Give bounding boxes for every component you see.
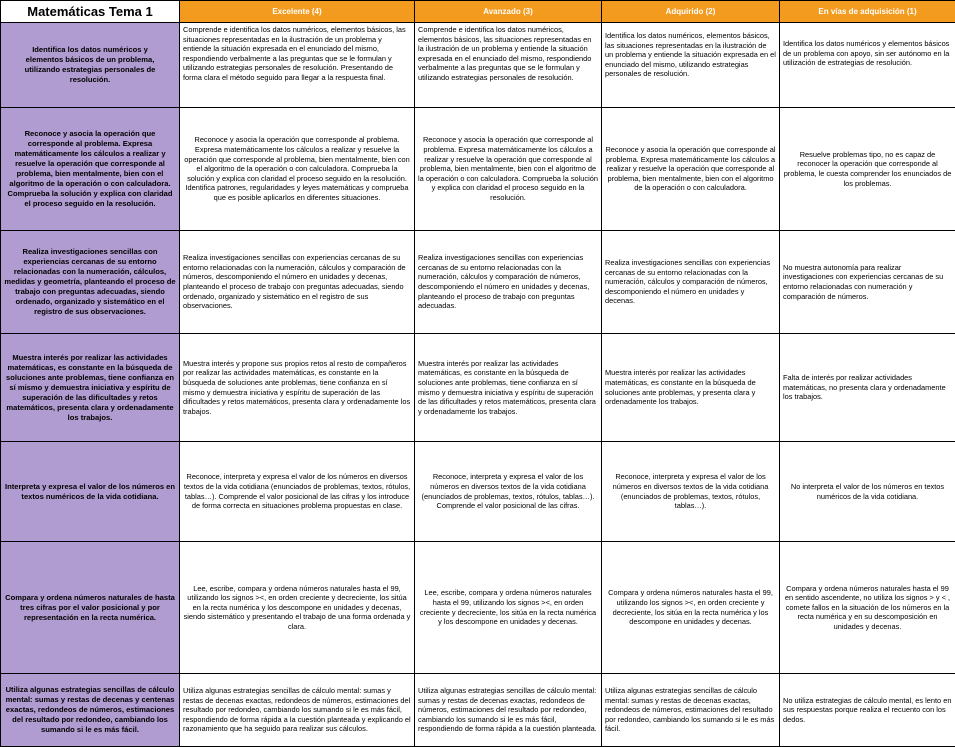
- table-row: [1, 334, 955, 442]
- level-cell: Utiliza algunas estrategias sencillas de cálculo mental: sumas y restas de decenas exactas, redondeos de números, estimaciones del resultado por redondeo, cambiando los sumando si le es más fácil.: [602, 674, 780, 747]
- level-cell: Realiza investigaciones sencillas con experiencias cercanas de su entorno relacionadas con la numeración, cálculos y comparación de números, descomponiendo el número en unidades y decenas, planteando el proceso de trabajo con preguntas adecuadas, siendo ordenado, organizado y sistemático en el registro de sus observaciones.: [180, 231, 415, 334]
- criterion-cell: Reconoce y asocia la operación que corresponde al problema. Expresa matemáticamente los cálculos a realizar y resuelve la operación que corresponde al problema, bien mentalmente, bien con el algoritmo de la operación o con calculadora. Comprueba la solución y explica con claridad el proceso seguido en la resolución.: [1, 108, 180, 231]
- criterion-cell: Interpreta y expresa el valor de los números en textos numéricos de la vida cotidiana.: [1, 442, 180, 542]
- table-row: [1, 231, 955, 334]
- table-row: [1, 108, 955, 231]
- header-excelente: Excelente (4): [180, 1, 415, 23]
- level-cell: Reconoce y asocia la operación que corresponde al problema. Expresa matemáticamente los cálculos a realizar y resuelve la operación que corresponde al problema, bien mentalmente, bien con el algoritmo de la operación o con calculadora. Comprueba la solución y explica con claridad el proceso seguido en la resolución. Identifica patrones, regularidades y leyes matemáticas y comprueba que es posible aplicarlos en diferentes situaciones.: [180, 108, 415, 231]
- header-adquirido: Adquirido (2): [602, 1, 780, 23]
- criterion-cell: Utiliza algunas estrategias sencillas de cálculo mental: sumas y restas de decenas y centenas exactas, redondeos de números, estimaciones del resultado por redondeo, cambiando los sumando si le es más fácil.: [1, 674, 180, 747]
- table-row: [1, 23, 955, 108]
- criterion-cell: Realiza investigaciones sencillas con experiencias cercanas de su entorno relacionadas con la numeración, cálculos, medidas y geometría, planteando el proceso de trabajo con preguntas adecuadas, siendo ordenado, organizado y sistemático en el registro de sus observaciones.: [1, 231, 180, 334]
- level-cell: Utiliza algunas estrategias sencillas de cálculo mental: sumas y restas de decenas exactas, redondeos de números, estimaciones del resultado por redondeo, cambiando los sumando si le es más fácil, respondiendo de forma rápida a la cuestión planteada y explicando el razonamiento que ha seguido para realizar sus cálculos.: [180, 674, 415, 747]
- table-row: [1, 442, 955, 542]
- header-row: [1, 1, 955, 23]
- table-row: [1, 674, 955, 747]
- level-cell: Reconoce, interpreta y expresa el valor de los números en diversos textos de la vida cotidiana (enunciados de problemas, textos, rótulos, tablas…).: [602, 442, 780, 542]
- level-cell: Compara y ordena números naturales hasta el 99, utilizando los signos ><, en orden creciente y decreciente, los sitúa en la recta numérica y los descompone en unidades y decenas.: [602, 542, 780, 674]
- level-cell: Falta de interés por realizar actividades matemáticas, no presenta clara y ordenadamente los trabajos.: [780, 334, 955, 442]
- level-cell: Muestra interés y propone sus propios retos al resto de compañeros por realizar las actividades matemáticas, es constante en la búsqueda de soluciones ante problemas, tiene confianza en sí mismo y demuestra iniciativa y espíritu de superación de las dificultades y retos matemáticos, presenta clara y ordenadamente los trabajos.: [180, 334, 415, 442]
- table-row: [1, 542, 955, 674]
- level-cell: Reconoce, interpreta y expresa el valor de los números en diversos textos de la vida cotidiana (enunciados de problemas, textos, rótulos, tablas…). Comprende el valor posicional de las cifras.: [415, 442, 602, 542]
- level-cell: Muestra interés por realizar las actividades matemáticas, es constante en la búsqueda de soluciones ante problemas, y presenta clara y ordenadamente los trabajos.: [602, 334, 780, 442]
- header-avanzado: Avanzado (3): [415, 1, 602, 23]
- criterion-cell: Compara y ordena números naturales de hasta tres cifras por el valor posicional y por representación en la recta numérica.: [1, 542, 180, 674]
- level-cell: Reconoce, interpreta y expresa el valor de los números en diversos textos de la vida cotidiana (enunciados de problemas, textos, rótulos, tablas…). Comprende el valor posicional de las cifras y los introduce de forma correcta en situaciones problema propuestas en clase.: [180, 442, 415, 542]
- level-cell: Comprende e identifica los datos numéricos, elementos básicos, las situaciones representadas en la ilustración de un problema y entiende la situación expresada en el enunciado del mismo, respondiendo verbalmente a las preguntas que se le formulan y utilizando estrategias personales de resolución. Presentando de forma clara el método seguido para llegar a la respuesta final.: [180, 23, 415, 108]
- level-cell: Realiza investigaciones sencillas con experiencias cercanas de su entorno relacionadas con la numeración, cálculos y comparación de números, descomponiendo el número en unidades y decenas.: [602, 231, 780, 334]
- level-cell: Muestra interés por realizar las actividades matemáticas, es constante en la búsqueda de soluciones ante problemas, tiene confianza en sí mismo y demuestra iniciativa y espíritu de superación de las dificultades y retos matemáticos, presenta clara y ordenadamente los trabajos.: [415, 334, 602, 442]
- level-cell: Realiza investigaciones sencillas con experiencias cercanas de su entorno relacionadas con la numeración, cálculos y comparación de números, descomponiendo el número en unidades y decenas, planteando el proceso de trabajo con preguntas adecuadas.: [415, 231, 602, 334]
- criterion-cell: Muestra interés por realizar las actividades matemáticas, es constante en la búsqueda de soluciones ante problemas, tiene confianza en sí mismo y demuestra iniciativa y espíritu de superación de las dificultades y retos matemáticos, presenta clara y ordenadamente los trabajos.: [1, 334, 180, 442]
- rubric-title: Matemáticas Tema 1: [1, 1, 180, 23]
- header-en-vias: En vías de adquisición (1): [780, 1, 955, 23]
- level-cell: No muestra autonomía para realizar investigaciones con experiencias cercanas de su entorno relacionadas con numeración y comparación de números.: [780, 231, 955, 334]
- level-cell: Reconoce y asocia la operación que corresponde al problema. Expresa matemáticamente los cálculos a realizar y resuelve la operación que corresponde al problema, bien mentalmente, bien con el algoritmo de la operación o con calculadora. Comprueba la solución y explica con claridad el proceso seguido en la resolución.: [415, 108, 602, 231]
- level-cell: Comprende e identifica los datos numéricos, elementos básicos, las situaciones representadas en la ilustración de un problema y entiende la situación expresada en el enunciado del mismo, respondiendo verbalmente a las preguntas que se le formulan y utilizando estrategias personales de resolución.: [415, 23, 602, 108]
- level-cell: Compara y ordena números naturales hasta el 99 en sentido ascendente, no utiliza los signos > y < , comete fallos en la situación de los números en la recta numérica y en su descomposición en unidades y decenas.: [780, 542, 955, 674]
- level-cell: Lee, escribe, compara y ordena números naturales hasta el 99, utilizando los signos ><, en orden creciente y decreciente, los sitúa en la recta numérica y los descompone en unidades y decenas, siendo sistemático y presentando el trabajo de una forma ordenada y clara.: [180, 542, 415, 674]
- level-cell: No interpreta el valor de los números en textos numéricos de la vida cotidiana.: [780, 442, 955, 542]
- level-cell: Utiliza algunas estrategias sencillas de cálculo mental: sumas y restas de decenas exactas, redondeos de números, estimaciones del resultado por redondeo, cambiando los sumando si le es más fácil, respondiendo de forma rápida a la cuestión planteada.: [415, 674, 602, 747]
- level-cell: Resuelve problemas tipo, no es capaz de reconocer la operación que corresponde al problema, le cuesta comprender los enunciados de los problemas.: [780, 108, 955, 231]
- level-cell: Lee, escribe, compara y ordena números naturales hasta el 99, utilizando los signos ><, en orden creciente y decreciente, los sitúa en la recta numérica y los descompone en unidades y decenas.: [415, 542, 602, 674]
- level-cell: Identifica los datos numéricos y elementos básicos de un problema con apoyo, sin ser autónomo en la utilización de estrategias de resolución.: [780, 23, 955, 108]
- level-cell: Reconoce y asocia la operación que corresponde al problema. Expresa matemáticamente los cálculos a realizar y resuelve la operación que corresponde al problema, bien mentalmente, bien con el algoritmo de la operación o con calculadora.: [602, 108, 780, 231]
- criterion-cell: Identifica los datos numéricos y elementos básicos de un problema, utilizando estrategias personales de resolución.: [1, 23, 180, 108]
- level-cell: Identifica los datos numéricos, elementos básicos, las situaciones representadas en la ilustración de un problema y entiende la situación expresada en el enunciado del mismo, utilizando estrategias personales de resolución.: [602, 23, 780, 108]
- level-cell: No utiliza estrategias de cálculo mental, es lento en sus respuestas porque realiza el recuento con los dedos.: [780, 674, 955, 747]
